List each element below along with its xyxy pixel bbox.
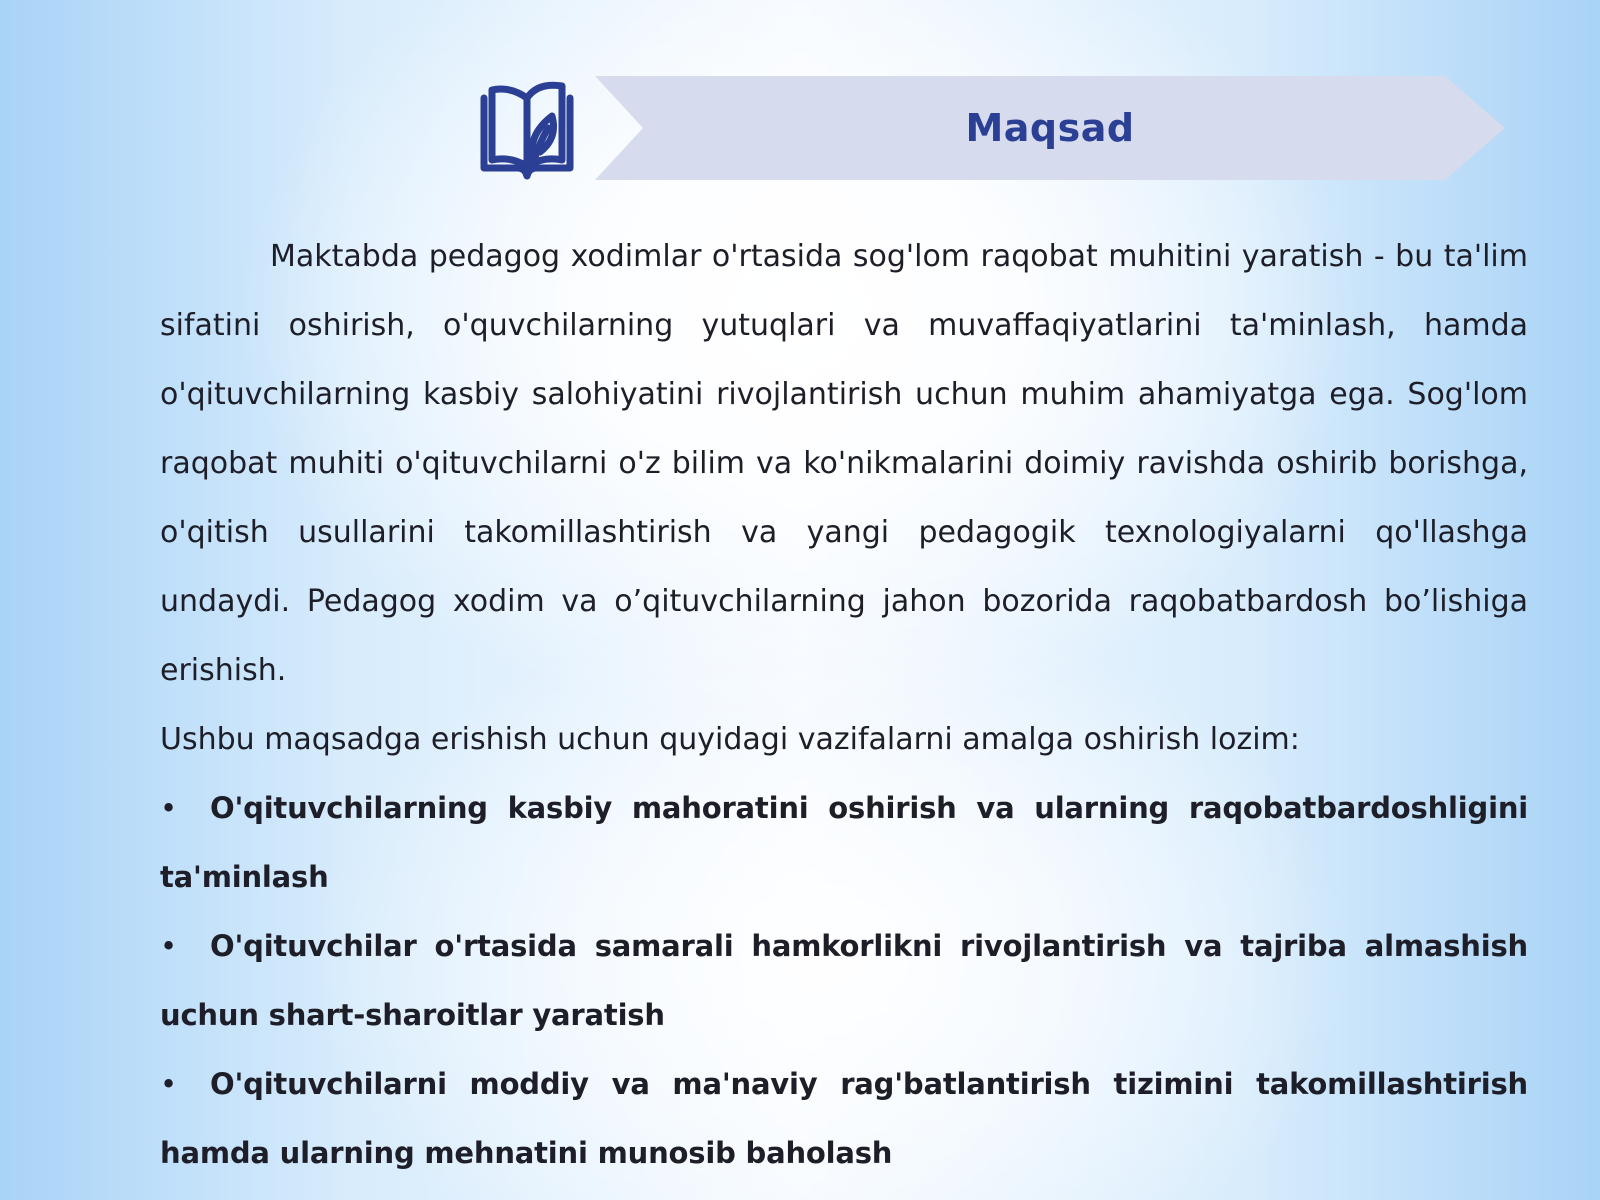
list-item: [160, 774, 1528, 912]
bullet-marker: •: [160, 791, 177, 825]
list-item-text: O'qituvchilarni moddiy va ma'naviy rag'batlantirish tizimini takomillashtirish hamda ularning mehnatini munosib baholash: [160, 1067, 1528, 1170]
list-item: [160, 912, 1528, 1050]
list-item-text: O'qituvchilar o'rtasida samarali hamkorlikni rivojlantirish va tajriba almashish uchun shart-sharoitlar yaratish: [160, 929, 1528, 1032]
page-title: Maqsad: [965, 106, 1135, 150]
list-item: [160, 1050, 1528, 1188]
task-list: [160, 774, 1528, 1188]
lead-sentence: Ushbu maqsadga erishish uchun quyidagi vazifalarni amalga oshirish lozim:: [160, 722, 1300, 757]
bullet-marker: •: [160, 929, 177, 963]
slide-content: [160, 222, 1528, 1188]
slide-header: [470, 72, 1510, 184]
title-banner: [595, 76, 1505, 180]
intro-paragraph: Maktabda pedagog xodimlar o'rtasida sog'lom raqobat muhitini yaratish - bu ta'lim sifatini oshirish, o'quvchilarning yutuqlari va muvaffaqiyatlarini ta'minlash, hamda o'qituvchilarning kasbiy salohiyatini rivojlantirish uchun muhim ahamiyatga ega. Sog'lom raqobat muhiti o'qituvchilarni o'z bilim va ko'nikmalarini doimiy ravishda oshirib borishga, o'qitish usullarini takomillashtirish va yangi pedagogik texnologiyalarni qo'llashga undaydi. Pedagog xodim va o’qituvchilarning jahon bozorida raqobatbardosh bo’lishiga erishish.: [160, 239, 1528, 688]
list-item-text: O'qituvchilarning kasbiy mahoratini oshirish va ularning raqobatbardoshligini ta'minlash: [160, 791, 1528, 894]
book-leaf-icon: [478, 76, 576, 180]
bullet-marker: •: [160, 1067, 177, 1101]
